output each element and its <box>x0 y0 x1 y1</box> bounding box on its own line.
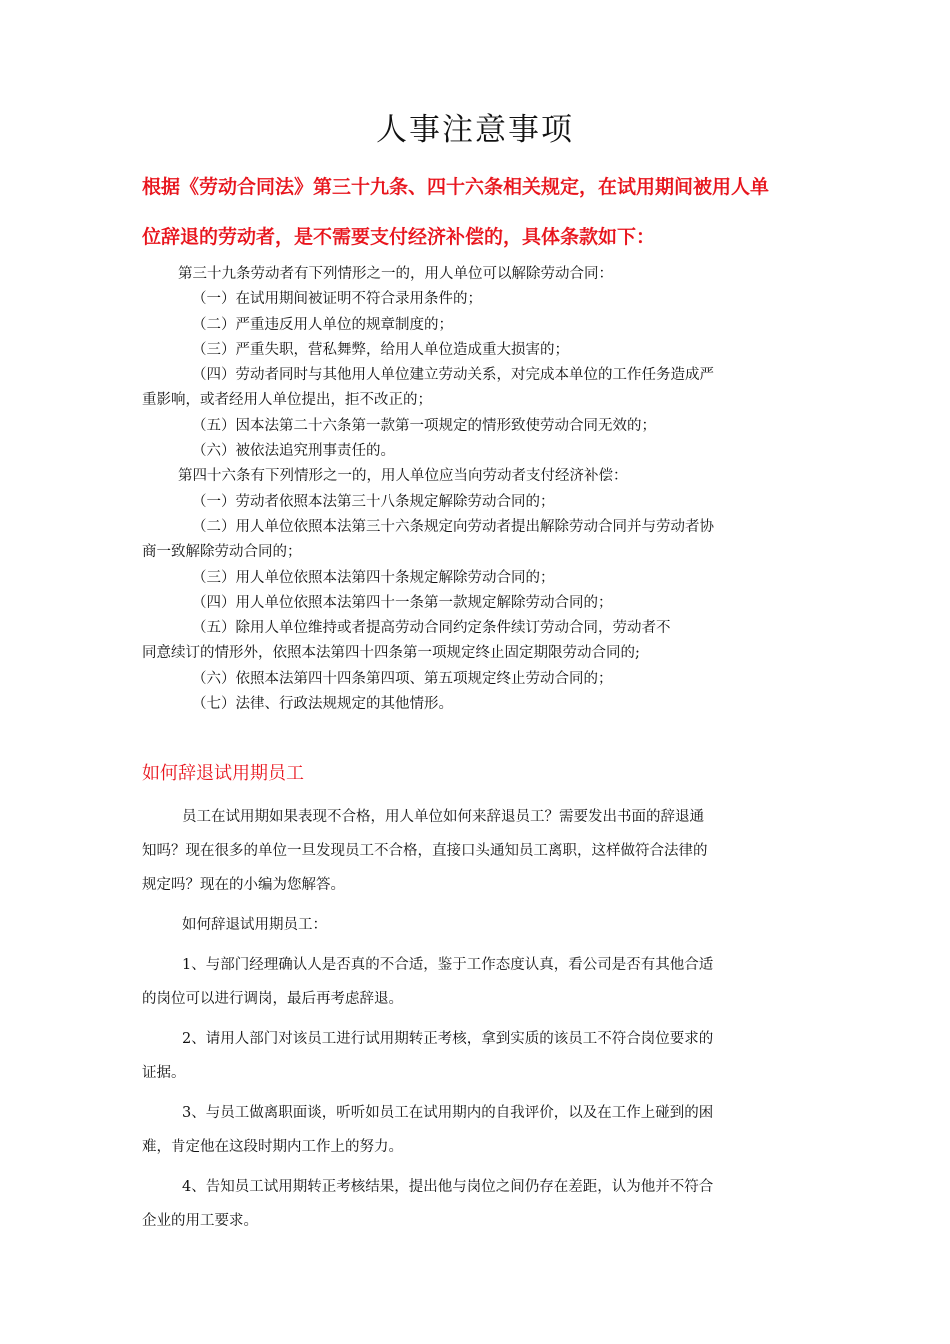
section-title: 如何辞退试用期员工 <box>142 763 304 784</box>
paragraph-line: 知吗？现在很多的单位一旦发现员工不合格，直接口头通知员工离职，这样做符合法律的 <box>142 843 708 859</box>
article-46-item: （一）劳动者依照本法第三十八条规定解除劳动合同的； <box>192 493 555 510</box>
article-46-item-continuation: 同意续订的情形外，依照本法第四十四条第一项规定终止固定期限劳动合同的; <box>142 645 640 662</box>
article-46-item: （六）依照本法第四十四条第四项、第五项规定终止劳动合同的； <box>192 670 613 687</box>
step-line: 1、与部门经理确认人是否真的不合适，鉴于工作态度认真，看公司是否有其他合适 <box>182 957 714 973</box>
article-46-heading: 第四十六条有下列情形之一的，用人单位应当向劳动者支付经济补偿： <box>178 468 628 485</box>
article-39-item: （二）严重违反用人单位的规章制度的； <box>192 316 453 333</box>
paragraph-line: 员工在试用期如果表现不合格，用人单位如何来辞退员工？需要发出书面的辞退通 <box>182 809 704 825</box>
intro-paragraph <box>142 168 822 256</box>
article-39-item: （六）被依法追究刑事责任的。 <box>192 443 395 460</box>
article-46-item: （七）法律、行政法规规定的其他情形。 <box>192 696 453 713</box>
step-line: 3、与员工做离职面谈，听听如员工在试用期内的自我评价，以及在工作上碰到的困 <box>182 1105 714 1121</box>
step-line: 的岗位可以进行调岗，最后再考虑辞退。 <box>142 991 403 1007</box>
step-line: 4、告知员工试用期转正考核结果，提出他与岗位之间仍存在差距，认为他并不符合 <box>182 1179 714 1195</box>
document-title: 人事注意事项 <box>376 112 574 148</box>
step-line: 2、请用人部门对该员工进行试用期转正考核，拿到实质的该员工不符合岗位要求的 <box>182 1031 714 1047</box>
step-line: 企业的用工要求。 <box>142 1213 258 1229</box>
article-39-item-continuation: 重影响，或者经用人单位提出，拒不改正的； <box>142 392 432 409</box>
article-39-item: （三）严重失职，营私舞弊，给用人单位造成重大损害的； <box>192 341 569 358</box>
law-articles <box>142 262 812 717</box>
article-46-item: （三）用人单位依照本法第四十条规定解除劳动合同的； <box>192 569 555 586</box>
article-46-item: （四）用人单位依照本法第四十一条第一款规定解除劳动合同的； <box>192 594 613 611</box>
intro-line: 根据《劳动合同法》第三十九条、四十六条相关规定，在试用期间被用人单 <box>142 176 770 198</box>
article-39-item: （四）劳动者同时与其他用人单位建立劳动关系，对完成本单位的工作任务造成严 <box>192 367 714 384</box>
article-46-item-continuation: 商一致解除劳动合同的； <box>142 544 302 561</box>
article-39-heading: 第三十九条劳动者有下列情形之一的，用人单位可以解除劳动合同： <box>178 266 613 282</box>
step-line: 难，肯定他在这段时期内工作上的努力。 <box>142 1139 403 1155</box>
article-46-item: （二）用人单位依照本法第三十六条规定向劳动者提出解除劳动合同并与劳动者协 <box>192 518 714 535</box>
paragraph-line: 如何辞退试用期员工： <box>182 917 327 933</box>
intro-line: 位辞退的劳动者，是不需要支付经济补偿的，具体条款如下： <box>142 226 656 248</box>
article-46-item: （五）除用人单位维持或者提高劳动合同约定条件续订劳动合同，劳动者不 <box>192 620 671 637</box>
article-39-item: （五）因本法第二十六条第一款第一项规定的情形致使劳动合同无效的； <box>192 417 656 434</box>
section-body <box>142 800 812 1238</box>
paragraph-line: 规定吗？现在的小编为您解答。 <box>142 877 345 893</box>
article-39-item: （一）在试用期间被证明不符合录用条件的； <box>192 291 482 308</box>
step-line: 证据。 <box>142 1065 186 1081</box>
